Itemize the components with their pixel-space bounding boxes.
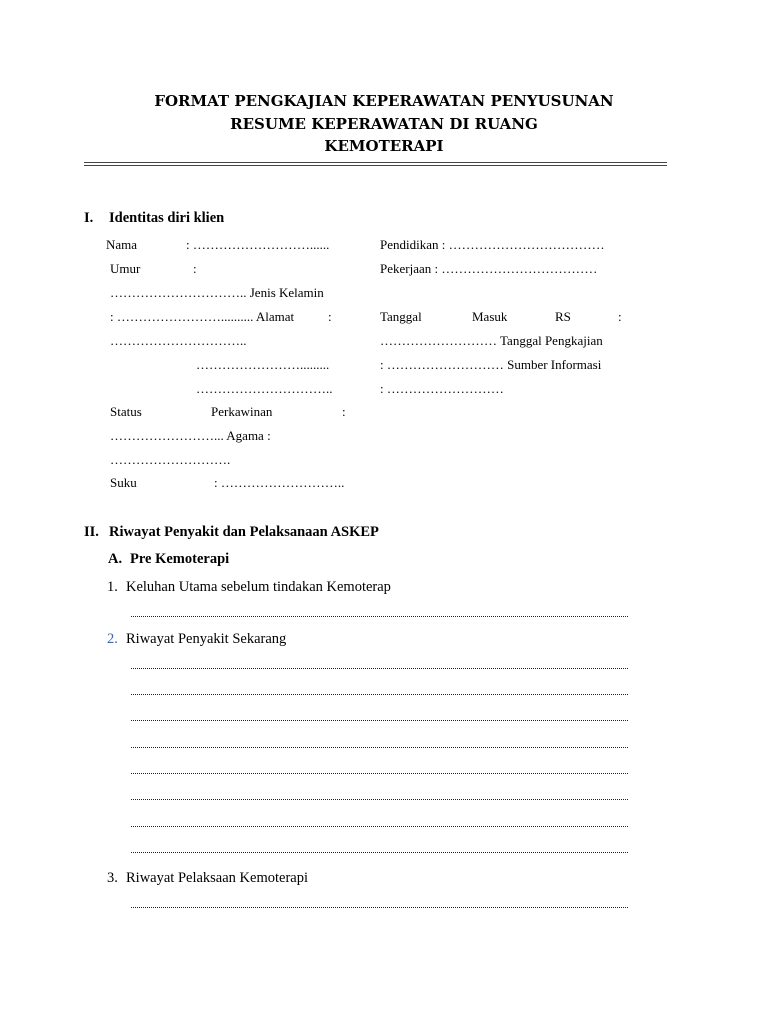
sumber-informasi-field[interactable]: : ……………………… Sumber Informasi [380,357,602,372]
answer-line[interactable] [131,826,628,827]
answer-line[interactable] [131,694,628,695]
section-1-heading: Identitas diri klien [109,210,225,226]
title-rule-bottom [84,165,667,166]
alamat-dots-3[interactable]: ………………………….. [196,381,333,396]
perkawinan-colon: : [342,404,346,419]
alamat-dots-2[interactable]: ……………………......... [196,357,330,372]
answer-line[interactable] [131,616,628,617]
section-2-heading: Riwayat Penyakit dan Pelaksanaan ASKEP [109,524,379,540]
agama-field[interactable]: ……………………... Agama : [110,428,271,443]
tanggal-label: Tanggal [380,309,422,324]
nama-label: Nama [106,237,138,252]
alamat-dots-1[interactable]: ………………………….. [110,333,247,348]
masuk-label: Masuk [472,309,508,324]
pendidikan-field[interactable]: Pendidikan : ……………………………… [380,237,605,252]
document-title-line-1: FORMAT PENGKAJIAN KEPERAWATAN PENYUSUNAN [154,92,614,110]
answer-line[interactable] [131,799,628,800]
answer-line[interactable] [131,720,628,721]
answer-line[interactable] [131,773,628,774]
subsection-a-letter: A. [108,551,123,567]
tanggal-pengkajian-field[interactable]: ……………………… Tanggal Pengkajian [380,333,603,348]
suku-field[interactable]: : ……………………….. [214,475,345,490]
answer-line[interactable] [131,668,628,669]
umur-label: Umur [110,261,141,276]
sumber-informasi-dots[interactable]: : ……………………… [380,381,504,396]
answer-line[interactable] [131,747,628,748]
nama-field[interactable]: : ………………………...... [186,237,330,252]
subsection-a-heading: Pre Kemoterapi [130,551,230,567]
status-label: Status [110,404,142,419]
jenis-kelamin-field[interactable]: ………………………….. Jenis Kelamin [110,285,324,300]
pekerjaan-field[interactable]: Pekerjaan : ……………………………… [380,261,598,276]
section-2-number: II. [84,524,99,540]
item-1-number: 1. [107,579,118,595]
rs-label: RS [555,309,571,324]
perkawinan-label: Perkawinan [211,404,273,419]
item-3-label: Riwayat Pelaksaan Kemoterapi [126,870,308,886]
document-title-line-2: RESUME KEPERAWATAN DI RUANG [230,115,538,133]
alamat-field[interactable]: : …………………….......... Alamat [110,309,295,324]
umur-colon: : [193,261,197,276]
section-1-number: I. [84,210,94,226]
document-title-line-3: KEMOTERAPI [324,137,444,155]
title-rule-top [84,162,667,163]
alamat-colon: : [328,309,332,324]
item-3-number: 3. [107,870,118,886]
suku-label: Suku [110,475,137,490]
answer-line[interactable] [131,907,628,908]
item-2-number: 2. [107,631,118,647]
item-2-label: Riwayat Penyakit Sekarang [126,631,287,647]
rs-colon: : [618,309,622,324]
agama-dots[interactable]: ………………………. [110,452,231,467]
answer-line[interactable] [131,852,628,853]
item-1-label: Keluhan Utama sebelum tindakan Kemoterap [126,579,391,595]
